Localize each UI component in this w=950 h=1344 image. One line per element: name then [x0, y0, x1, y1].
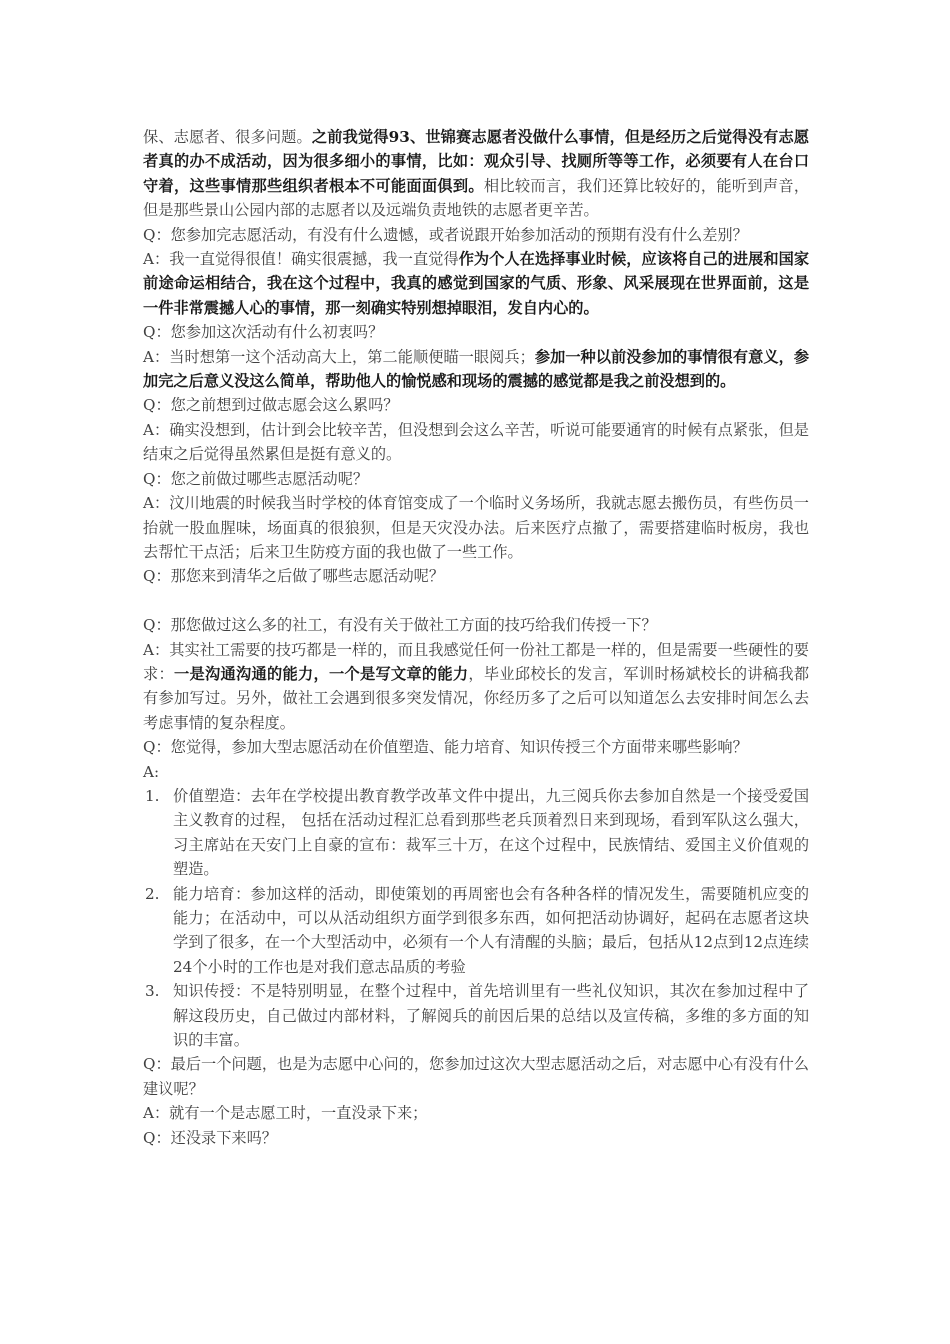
answer-6	[143, 638, 809, 736]
list-item-text: 能力培育：参加这样的活动，即使策划的再周密也会有各种各样的情况发生，需要随机应变的能力；在活动中，可以从活动组织方面学到很多东西，如何把活动协调好，起码在志愿者这块学到了很多，在一个大型活动中，必须有一个人有清醒的头脑；最后，包括从12点到12点连续24个小时的工作也是对我们意志品质的考验	[173, 884, 809, 976]
blank-line	[143, 589, 809, 613]
numbered-list	[143, 784, 809, 1052]
list-item	[143, 882, 809, 980]
text-run: A：当时想第一这个活动高大上，第二能顺便瞄一眼阅兵；	[143, 347, 535, 366]
question-8: Q：最后一个问题，也是为志愿中心问的，您参加过这次大型志愿活动之后，对志愿中心有没有什么建议呢？	[143, 1055, 809, 1098]
bold-text-run: 参加一种以前没参加的事情很有意义，参加完之后意义没这么简单，帮助他人的愉悦感和现场的震撼的感觉都是我之前没想到的。	[143, 347, 810, 391]
list-item	[143, 784, 809, 882]
bold-text-run: 之前我觉得93、世锦赛志愿者没做什么事情，但是经历之后觉得没有志愿者真的办不成活动，因为很多细小的事情，比如：观众引导、找厕所等等工作，必须要有人在台口守着，这些事情那些组织者根本不可能面面俱到。	[143, 128, 810, 195]
answer-8: A：就有一个是志愿工时，一直没录下来；	[143, 1104, 428, 1123]
answer-7: A:	[143, 762, 160, 781]
text-run: 相比较而言，我们还算比较好的，能听到声音，但是那些景山公园内部的志愿者以及远端负责地铁的志愿者更辛苦。	[143, 176, 810, 220]
list-number: 2.	[145, 884, 160, 903]
interview-transcript	[143, 125, 809, 1150]
list-number: 1.	[145, 786, 160, 805]
list-item	[143, 979, 809, 1052]
question-4: Q：您之前做过哪些志愿活动呢？	[143, 469, 369, 488]
answer-4: A：汶川地震的时候我当时学校的体育馆变成了一个临时义务场所，我就志愿去搬伤员，有些伤员一抬就一股血腥味，场面真的很狼狈，但是天灾没办法。后来医疗点撤了，需要搭建临时板房，我也去帮忙干点活；后来卫生防疫方面的我也做了一些工作。	[143, 494, 809, 561]
answer-3: A：确实没想到，估计到会比较辛苦，但没想到会这么辛苦，听说可能要通宵的时候有点紧张，但是结束之后觉得虽然累但是挺有意义的。	[143, 420, 809, 464]
text-run: 保、志愿者、很多问题。	[143, 128, 312, 146]
list-item-text: 知识传授：不是特别明显，在整个过程中，首先培训里有一些礼仪知识，其次在参加过程中了解这段历史，自己做过内部材料，了解阅兵的前因后果的总结以及宣传稿，多维的多方面的知识的丰富。	[173, 982, 809, 1050]
question-7: Q：您觉得，参加大型志愿活动在价值塑造、能力培育、知识传授三个方面带来哪些影响？	[143, 738, 748, 757]
question-6: Q：那您做过这么多的社工，有没有关于做社工方面的技巧给我们传授一下？	[143, 616, 657, 635]
bold-text-run: 作为个人在选择事业时候，应该将自己的进展和国家前途命运相结合，我在这个过程中，我真的感觉到国家的气质、形象、风采展现在世界面前，这是一件非常震撼人心的事情，那一刻确实特别想掉眼泪，发自内心的。	[143, 250, 810, 317]
question-2: Q：您参加这次活动有什么初衷吗？	[143, 323, 384, 342]
text-run: A：其实社工需要的技巧都是一样的，而且我感觉任何一份社工都是一样的，但是需要一些硬性的要求：	[143, 640, 809, 683]
question-3: Q：您之前想到过做志愿会这么累吗？	[143, 396, 399, 415]
text-run: ，毕业邱校长的发言，军训时杨斌校长的讲稿我都有参加写过。另外，做社工会遇到很多突发情况，你经历多了之后可以知道怎么去安排时间怎么去考虑事情的复杂程度。	[143, 664, 810, 732]
answer-1	[143, 247, 809, 320]
answer-2	[143, 345, 809, 394]
text-run: A：我一直觉得很值！确实很震撼，我一直觉得	[143, 250, 459, 269]
list-number: 3.	[145, 982, 160, 1001]
list-item-text: 价值塑造：去年在学校提出教育教学改革文件中提出，九三阅兵你去参加自然是一个接受爱国主义教育的过程， 包括在活动过程汇总看到那些老兵顶着烈日来到现场，看到军队这么强大，习主席站在天安门上自豪的宣布：裁军三十万，在这个过程中，民族情结、爱国主义价值观的塑造。	[173, 786, 809, 879]
question-1: Q：您参加完志愿活动，有没有什么遗憾，或者说跟开始参加活动的预期有没有什么差别？	[143, 225, 748, 244]
bold-text-run: 一是沟通沟通的能力，一个是写文章的能力	[174, 664, 469, 683]
question-9: Q：还没录下来吗？	[143, 1128, 277, 1147]
question-5: Q：那您来到清华之后做了哪些志愿活动呢？	[143, 567, 445, 586]
paragraph-continued	[143, 125, 809, 223]
